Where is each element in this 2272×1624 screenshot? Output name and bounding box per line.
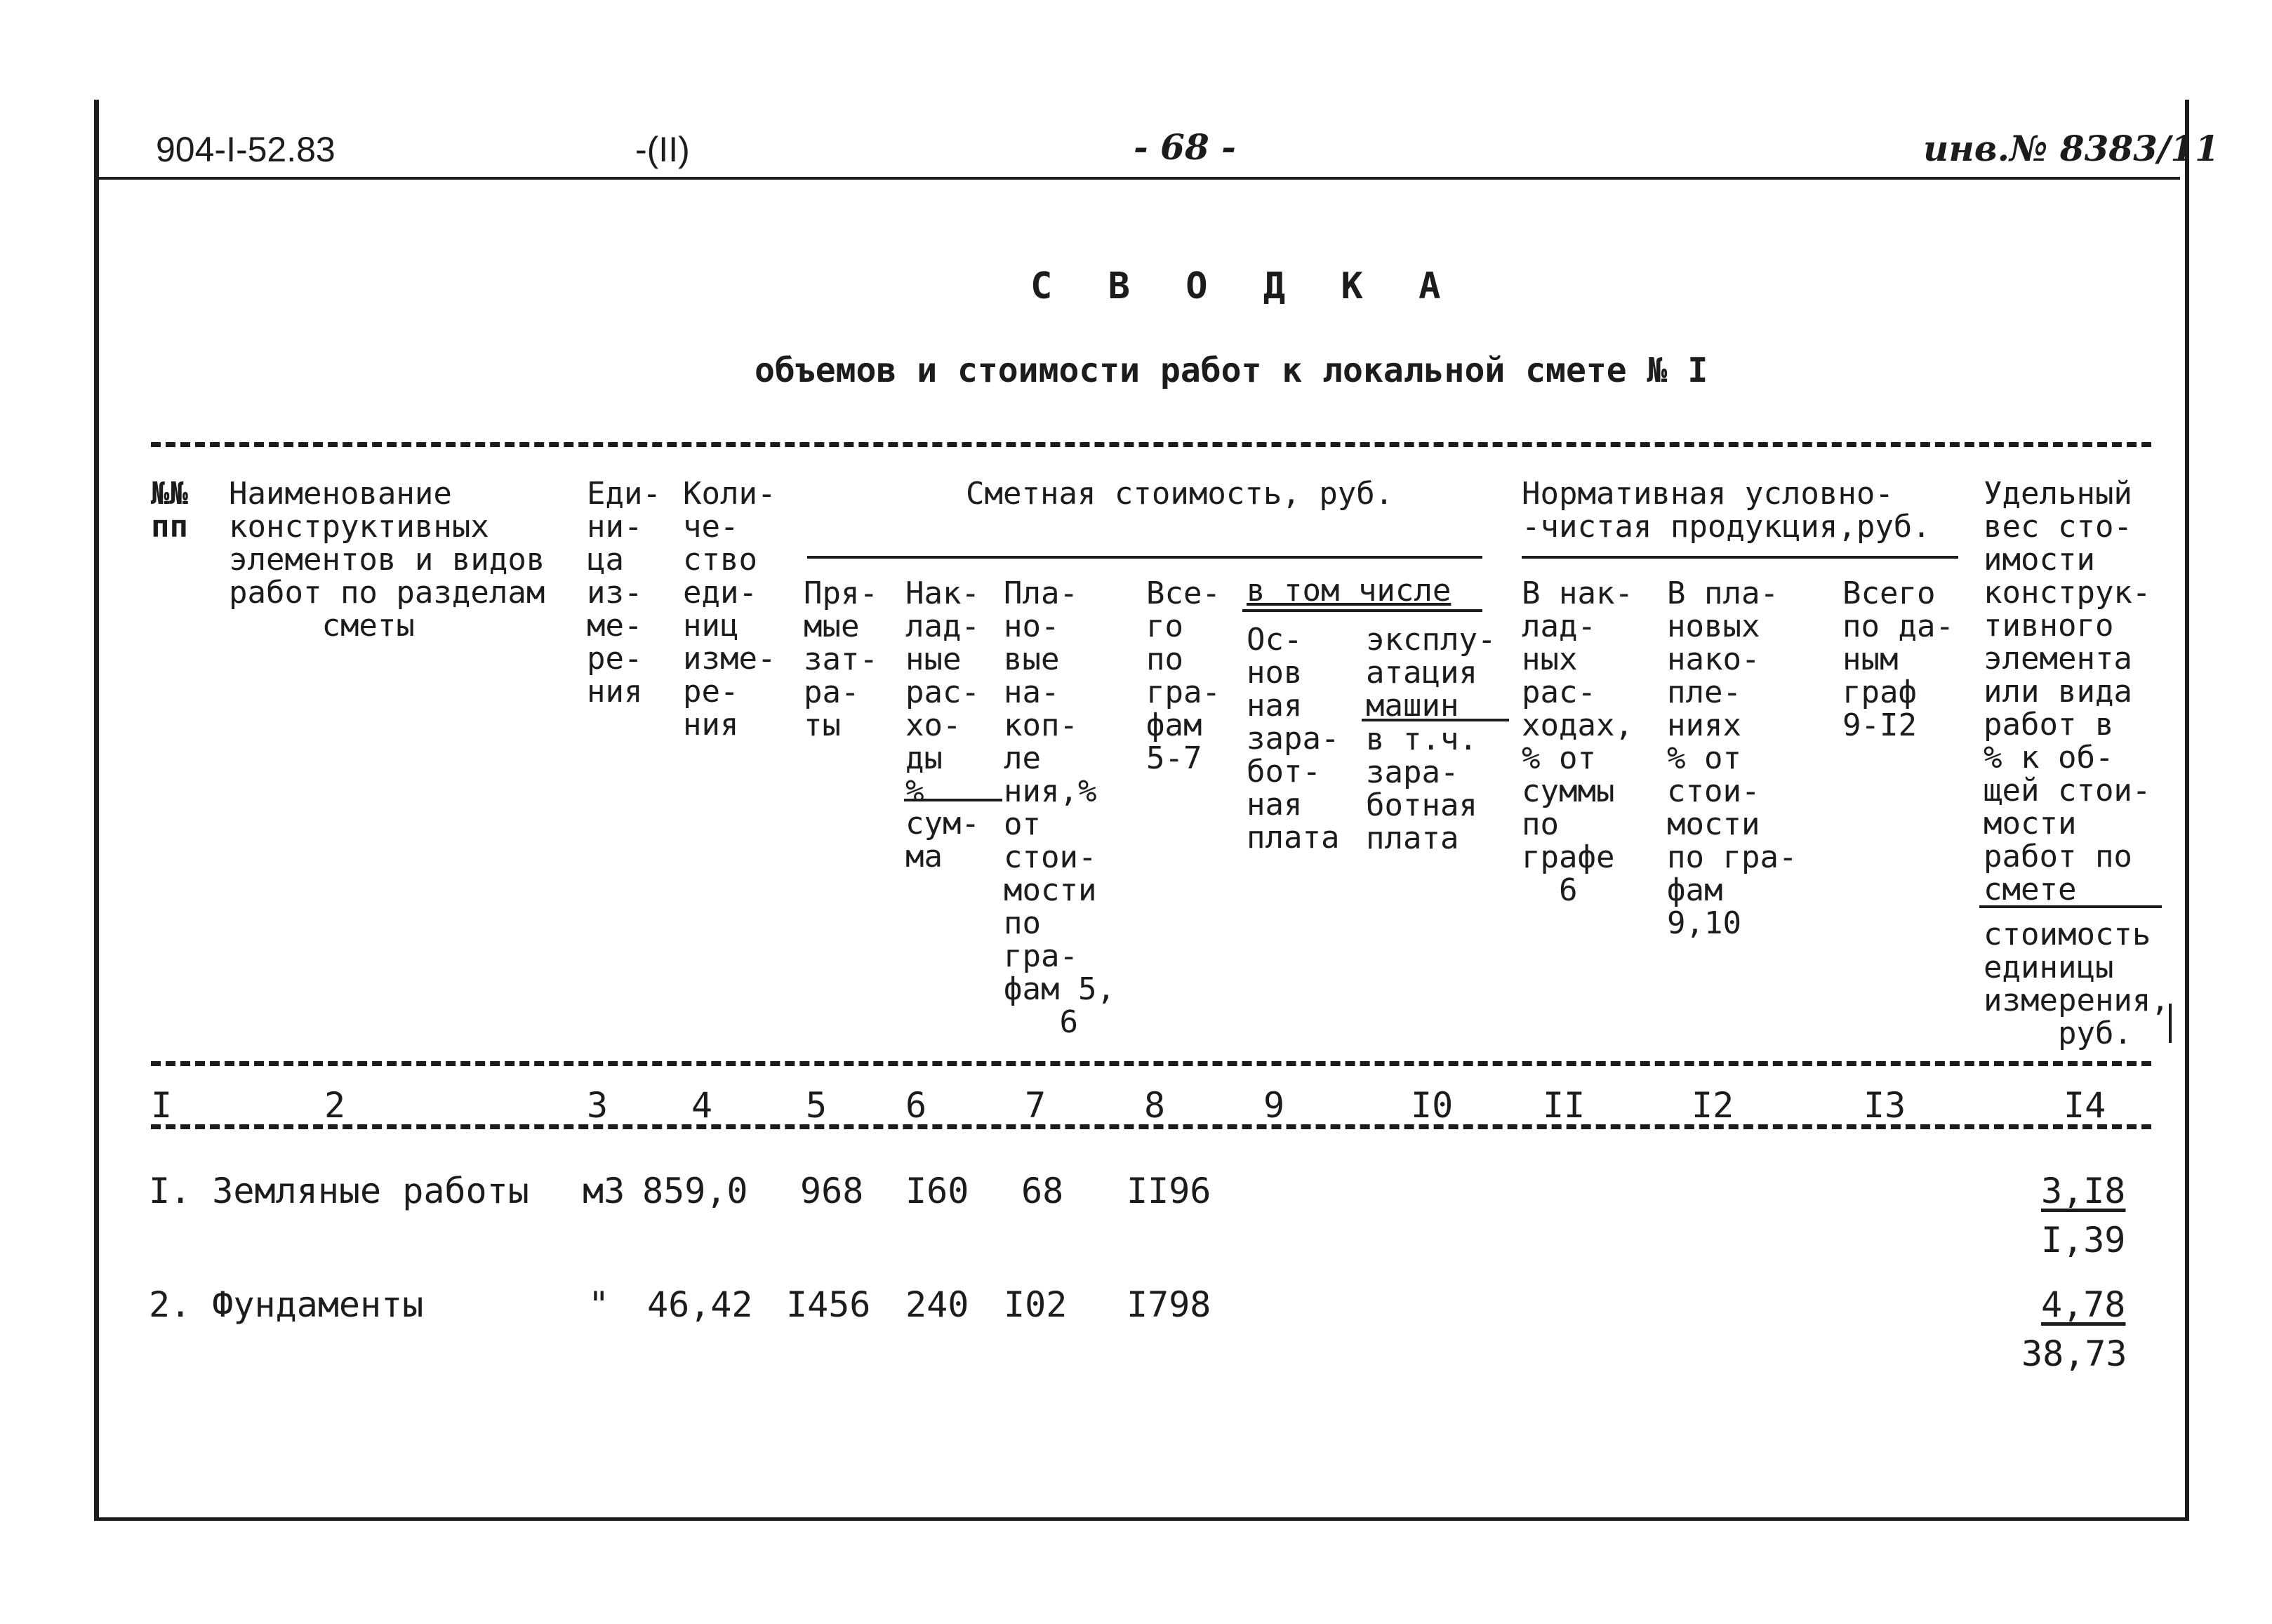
header-overhead: Нак- лад- ные рас- хо- ды % bbox=[905, 575, 980, 809]
row1-planned: 68 bbox=[1021, 1171, 1064, 1211]
col-number-12: I2 bbox=[1692, 1085, 1734, 1126]
top-header-rule bbox=[94, 177, 2180, 180]
row2-planned: I02 bbox=[1004, 1284, 1068, 1325]
row1-unit: м3 bbox=[583, 1171, 625, 1211]
row1-unit-cost: I,39 bbox=[2041, 1220, 2126, 1260]
header-planned-savings: Пла- но- вые на- коп- ле ния,% от стои- мости по гра- фам 5, 6 bbox=[1004, 575, 1115, 1040]
col-number-3: 3 bbox=[587, 1085, 609, 1126]
cost-group-rule bbox=[807, 556, 1482, 559]
header-quantity: Коли- че- ство еди- ниц изме- ре- ния bbox=[683, 476, 776, 743]
col-number-5: 5 bbox=[806, 1085, 828, 1126]
header-element-name: Наименование конструктивных элементов и видов работ по разделам сметы bbox=[229, 476, 545, 644]
header-overhead-sum: сум- ма bbox=[905, 806, 980, 874]
norm-group-rule bbox=[1522, 556, 1958, 559]
header-norm-group: Нормативная условно- -чистая продукция,руб. bbox=[1522, 476, 1931, 545]
row2-unit-cost: 38,73 bbox=[2021, 1333, 2127, 1374]
header-norm-planned: В пла- новых нако- пле- ниях % от стои- мости по гра- фам 9,10 bbox=[1667, 575, 1798, 941]
header-unit: Еди- ни- ца из- ме- ре- ния bbox=[587, 476, 661, 710]
header-share-weight: Удельный вес сто- имости конструк- тивного элемента или вида работ в % к об- щей стои- мости работ по смете bbox=[1984, 476, 2151, 907]
header-base-wages: Ос- нов ная зара- бот- ная плата bbox=[1247, 622, 1340, 856]
header-machine-wages: в т.ч. зара- ботная плата bbox=[1366, 721, 1477, 856]
row2-name: 2. Фундаменты bbox=[149, 1284, 424, 1325]
row2-direct: I456 bbox=[786, 1284, 871, 1325]
row2-overhead: 240 bbox=[905, 1284, 969, 1325]
page-number: - 68 - bbox=[1134, 126, 1236, 168]
row1-qty: 859,0 bbox=[642, 1171, 748, 1211]
col-number-8: 8 bbox=[1144, 1085, 1166, 1126]
header-total-5-7: Все- го по гра- фам 5-7 bbox=[1146, 575, 1221, 776]
col-number-1: I bbox=[151, 1085, 173, 1126]
row1-name: I. Земляные работы bbox=[149, 1171, 529, 1211]
header-direct-costs: Пря- мые зат- ра- ты bbox=[804, 575, 878, 743]
page-subtitle: объемов и стоимости работ к локальной смете № I bbox=[755, 351, 1708, 390]
row1-share: 3,I8 bbox=[2041, 1171, 2126, 1211]
header-norm-total: Всего по да- ным граф 9-I2 bbox=[1842, 575, 1954, 743]
document-code: 904-I-52.83 bbox=[156, 130, 336, 169]
inventory-number: инв.№ 8383/11 bbox=[1923, 128, 2219, 169]
col-number-4: 4 bbox=[691, 1085, 713, 1126]
header-unit-cost: стоимость единицы измерения, руб. bbox=[1984, 917, 2170, 1051]
row1-total: II96 bbox=[1127, 1171, 1211, 1211]
col-number-11: II bbox=[1543, 1085, 1586, 1126]
col-number-7: 7 bbox=[1025, 1085, 1047, 1126]
col-number-6: 6 bbox=[905, 1085, 927, 1126]
col-number-9: 9 bbox=[1263, 1085, 1285, 1126]
header-cost-group: Сметная стоимость, руб. bbox=[966, 476, 1394, 512]
row2-total: I798 bbox=[1127, 1284, 1211, 1325]
header-bottom-rule bbox=[151, 1061, 2151, 1066]
col-number-10: I0 bbox=[1411, 1085, 1454, 1126]
row2-unit: " bbox=[588, 1284, 610, 1325]
col-number-2: 2 bbox=[324, 1085, 346, 1126]
incl-rule bbox=[1242, 609, 1482, 612]
header-row-number: №№ пп bbox=[151, 476, 188, 545]
header-machine-operation: эксплу- атация машин bbox=[1366, 622, 1496, 724]
album-number: -(II) bbox=[635, 130, 690, 169]
row2-qty: 46,42 bbox=[647, 1284, 753, 1325]
col-number-13: I3 bbox=[1864, 1085, 1906, 1126]
page-title: С В О Д К А bbox=[1030, 265, 1458, 307]
row1-direct: 968 bbox=[800, 1171, 864, 1211]
row1-overhead: I60 bbox=[905, 1171, 969, 1211]
row2-share: 4,78 bbox=[2041, 1284, 2126, 1325]
header-norm-overhead: В нак- лад- ных рас- ходах, % от суммы по графе 6 bbox=[1522, 575, 1633, 908]
table-top-rule bbox=[151, 442, 2151, 447]
header-including: в том числе bbox=[1247, 573, 1451, 608]
col-number-14: I4 bbox=[2064, 1085, 2106, 1126]
